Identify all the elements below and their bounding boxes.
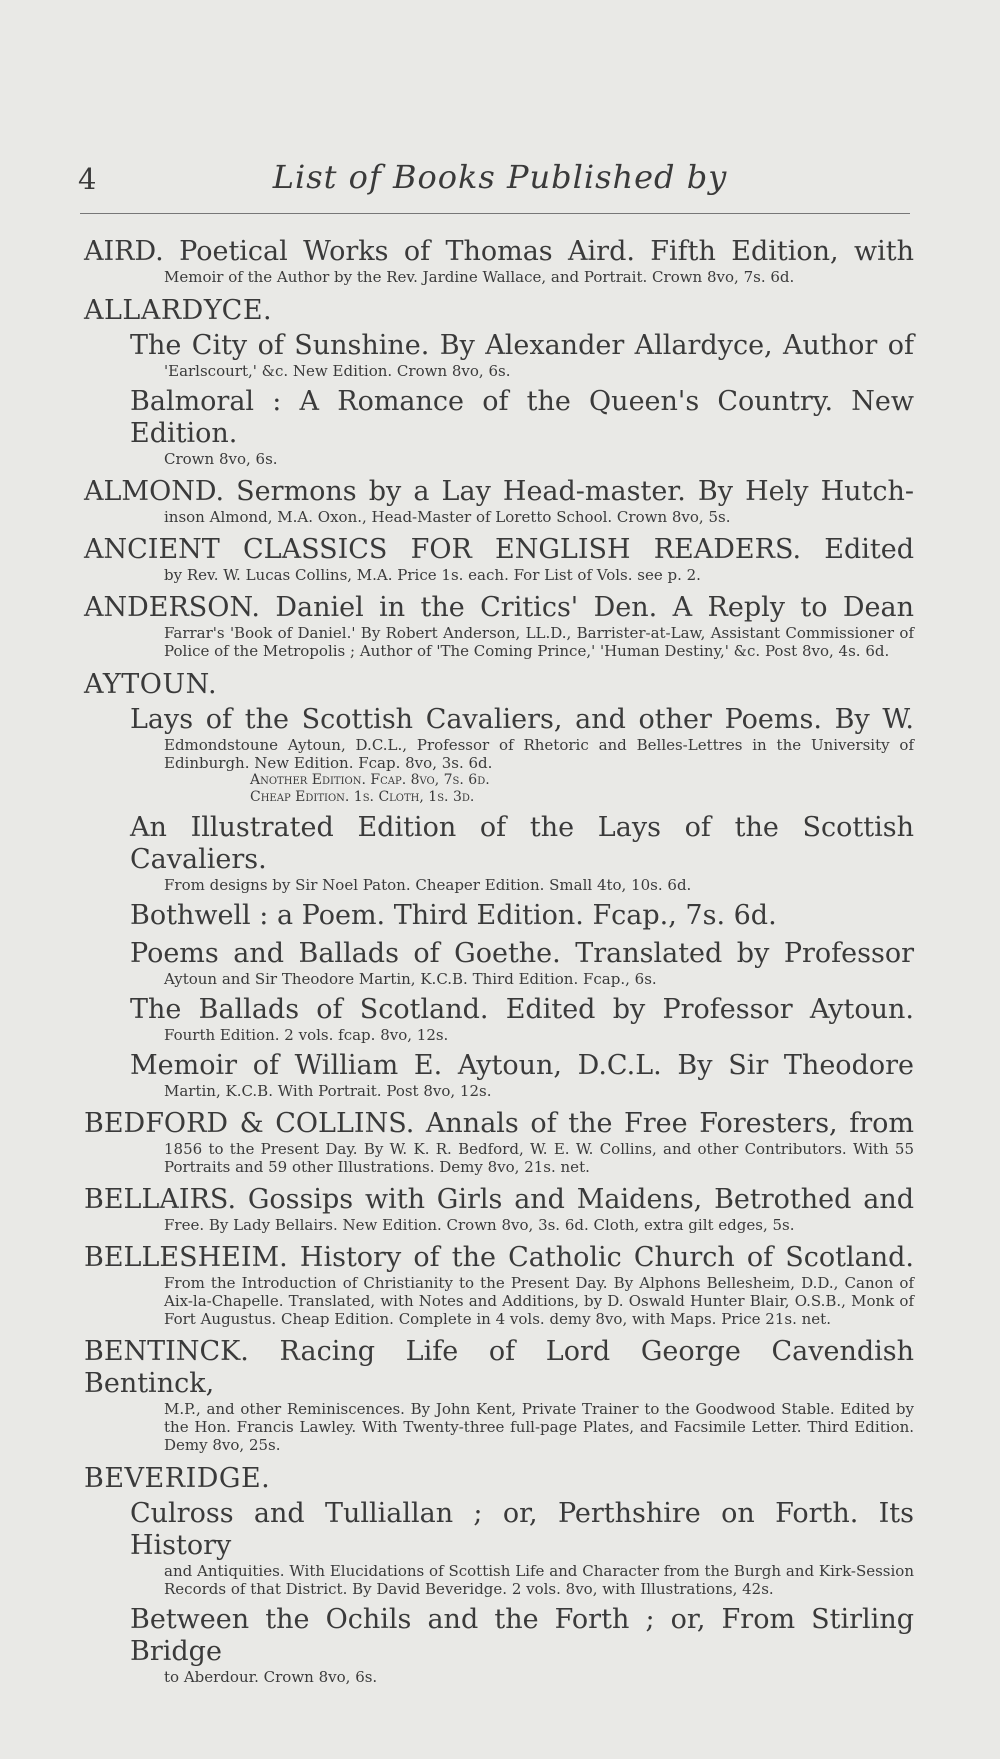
entry-description: inson Almond, M.A. Oxon., Head-Master of Loretto School. Crown 8vo, 5s. bbox=[164, 508, 731, 526]
edition-note: Another Edition. Fcap. 8vo, 7s. 6d. bbox=[250, 772, 490, 788]
book-title: Lays of the Scottish Cavaliers, and other Poems. By W. bbox=[130, 704, 914, 735]
author-heading: AYTOUN. bbox=[84, 669, 218, 700]
entry-title: ALMOND. Sermons by a Lay Head-master. By Hely Hutch- bbox=[84, 476, 914, 507]
entry-title: BENTINCK. Racing Life of Lord George Cavendish Bentinck, bbox=[84, 1336, 914, 1399]
entry-allardyce bbox=[84, 294, 914, 468]
book-description: Fourth Edition. 2 vols. fcap. 8vo, 12s. bbox=[164, 1026, 449, 1044]
page-number: 4 bbox=[78, 162, 97, 196]
entry-anderson bbox=[84, 592, 914, 660]
book-description: From designs by Sir Noel Paton. Cheaper Edition. Small 4to, 10s. 6d. bbox=[164, 876, 692, 894]
book-item bbox=[130, 1498, 914, 1598]
entry-almond bbox=[84, 476, 914, 526]
book-item bbox=[130, 994, 914, 1044]
entry-ancient-classics bbox=[84, 534, 914, 584]
entry-beveridge bbox=[84, 1462, 914, 1686]
entry-description: M.P., and other Reminiscences. By John Kent, Private Trainer to the Goodwood Stable. Edited by the Hon. Francis Lawley. With Twenty-three full-page Plates, and Facsimile Letter. Third Edition. Demy 8vo, 25s. bbox=[164, 1400, 914, 1454]
entry-bentinck bbox=[84, 1336, 914, 1454]
entry-description: Farrar's 'Book of Daniel.' By Robert Anderson, LL.D., Barrister-at-Law, Assistant Commissioner of Police of the Metropolis ; Author of 'The Coming Prince,' 'Human Destiny,' &c. Post 8vo, 4s. 6d. bbox=[164, 624, 914, 660]
book-description: and Antiquities. With Elucidations of Scottish Life and Character from the Burgh and Kirk-Session Records of that District. By David Beveridge. 2 vols. 8vo, with Illustrations, 42s. bbox=[164, 1562, 914, 1598]
book-item bbox=[130, 704, 914, 806]
book-description: Edmondstoune Aytoun, D.C.L., Professor of Rhetoric and Belles-Lettres in the University of Edinburgh. New Edition. Fcap. 8vo, 3s. 6d. bbox=[164, 736, 914, 772]
entry-aird bbox=[84, 236, 914, 286]
book-description: Aytoun and Sir Theodore Martin, K.C.B. Third Edition. Fcap., 6s. bbox=[164, 970, 657, 988]
book-description: to Aberdour. Crown 8vo, 6s. bbox=[164, 1668, 378, 1686]
book-title: Between the Ochils and the Forth ; or, From Stirling Bridge bbox=[130, 1604, 914, 1667]
book-list bbox=[84, 236, 914, 1694]
entry-description: From the Introduction of Christianity to the Present Day. By Alphons Bellesheim, D.D., Canon of Aix-la-Chapelle. Translated, with Notes and Additions, by D. Oswald Hunter Blair, O.S.B., Monk of Fort Augustus. Cheap Edition. Complete in 4 vols. demy 8vo, with Maps. Price 21s. net. bbox=[164, 1274, 914, 1328]
book-title: Balmoral : A Romance of the Queen's Country. New Edition. bbox=[130, 386, 914, 449]
running-title: List of Books Published by bbox=[272, 158, 728, 196]
book-item bbox=[130, 1604, 914, 1686]
book-item bbox=[130, 1050, 914, 1100]
entry-title: BEDFORD & COLLINS. Annals of the Free Foresters, from bbox=[84, 1108, 914, 1139]
entry-bedford-collins bbox=[84, 1108, 914, 1176]
book-title: Memoir of William E. Aytoun, D.C.L. By Sir Theodore bbox=[130, 1050, 914, 1081]
entry-bellairs bbox=[84, 1184, 914, 1234]
entry-title: BELLAIRS. Gossips with Girls and Maidens, Betrothed and bbox=[84, 1184, 914, 1215]
author-heading: BEVERIDGE. bbox=[84, 1463, 271, 1494]
entry-title: ANDERSON. Daniel in the Critics' Den. A Reply to Dean bbox=[84, 592, 914, 623]
edition-note: Cheap Edition. 1s. Cloth, 1s. 3d. bbox=[250, 789, 475, 805]
book-description: 'Earlscourt,' &c. New Edition. Crown 8vo, 6s. bbox=[164, 362, 511, 380]
entry-description: Memoir of the Author by the Rev. Jardine Wallace, and Portrait. Crown 8vo, 7s. 6d. bbox=[164, 268, 795, 286]
entry-title: BELLESHEIM. History of the Catholic Church of Scotland. bbox=[84, 1242, 914, 1273]
book-title: Culross and Tulliallan ; or, Perthshire on Forth. Its History bbox=[130, 1498, 914, 1561]
book-title: The City of Sunshine. By Alexander Allardyce, Author of bbox=[130, 330, 914, 361]
entry-aytoun bbox=[84, 668, 914, 1100]
entry-title: AIRD. Poetical Works of Thomas Aird. Fifth Edition, with bbox=[84, 236, 914, 267]
book-title: Bothwell : a Poem. Third Edition. Fcap., 7s. 6d. bbox=[130, 900, 777, 931]
author-heading: ALLARDYCE. bbox=[84, 295, 273, 326]
entry-description: by Rev. W. Lucas Collins, M.A. Price 1s. each. For List of Vols. see p. 2. bbox=[164, 566, 701, 584]
entry-bellesheim bbox=[84, 1242, 914, 1328]
book-item bbox=[130, 330, 914, 380]
book-title: Poems and Ballads of Goethe. Translated by Professor bbox=[130, 938, 914, 969]
header-rule bbox=[80, 213, 910, 214]
book-item bbox=[130, 386, 914, 468]
entry-description: Free. By Lady Bellairs. New Edition. Crown 8vo, 3s. 6d. Cloth, extra gilt edges, 5s. bbox=[164, 1216, 795, 1234]
book-description: Martin, K.C.B. With Portrait. Post 8vo, 12s. bbox=[164, 1082, 492, 1100]
book-title: The Ballads of Scotland. Edited by Professor Aytoun. bbox=[130, 994, 914, 1025]
entry-description: 1856 to the Present Day. By W. K. R. Bedford, W. E. W. Collins, and other Contributors. With 55 Portraits and 59 other Illustrations. Demy 8vo, 21s. net. bbox=[164, 1140, 914, 1176]
entry-title: ANCIENT CLASSICS FOR ENGLISH READERS. Edited bbox=[84, 534, 914, 565]
book-item bbox=[130, 938, 914, 988]
book-description: Crown 8vo, 6s. bbox=[164, 450, 278, 468]
book-item bbox=[130, 812, 914, 894]
book-item bbox=[130, 900, 914, 932]
book-title: An Illustrated Edition of the Lays of the Scottish Cavaliers. bbox=[130, 812, 914, 875]
